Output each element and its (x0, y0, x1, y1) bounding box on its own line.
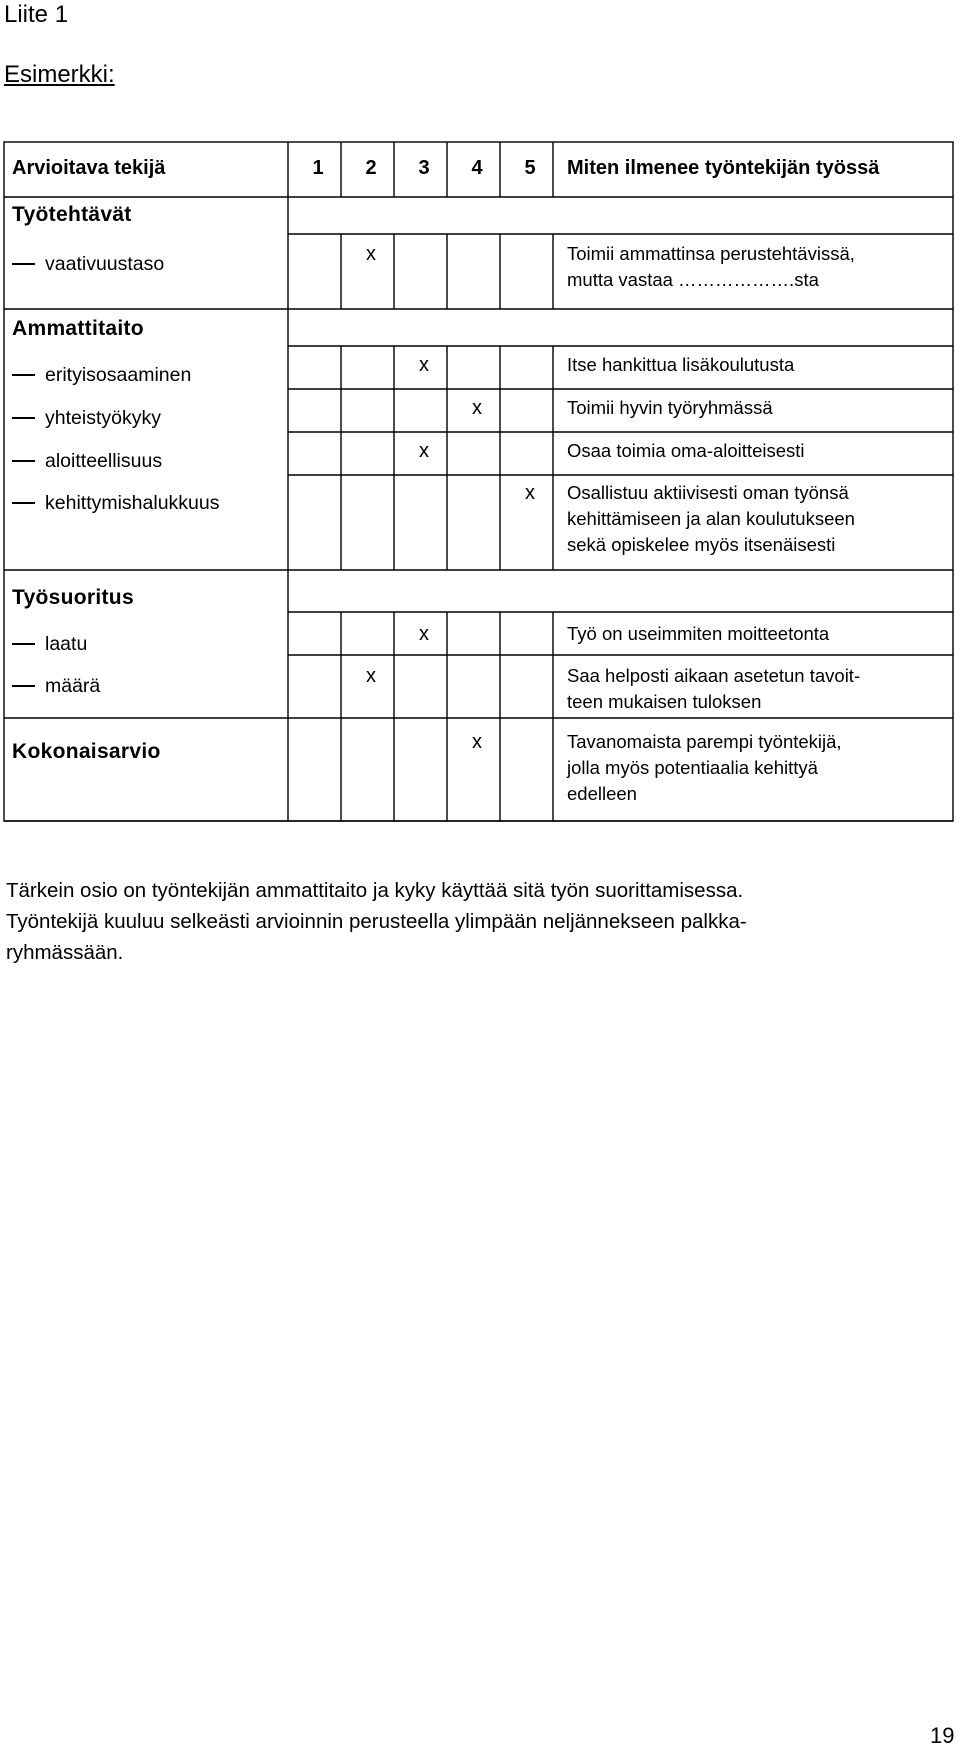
item-description: Itse hankittua lisäkoulutusta (567, 354, 795, 375)
item-description: Tavanomaista parempi työntekijä, jolla myös potentiaalia kehittyä edelleen (567, 731, 842, 804)
item-label: aloitteellisuus (12, 449, 162, 473)
header-factor: Arvioitava tekijä (12, 157, 166, 179)
conclusion-line-1: Tärkein osio on työntekijän ammattitaito ja kyky käyttää sitä työn suorittamisessa. (6, 879, 744, 902)
item-description: Osallistuu aktiivisesti oman työnsä kehittämiseen ja alan koulutukseen sekä opiskelee myös itsenäisesti (567, 482, 855, 555)
header-scale-3: 3 (418, 157, 430, 179)
dash-marker (12, 502, 35, 504)
rating-mark: x (419, 623, 429, 645)
item-label: erityisosaaminen (12, 363, 191, 387)
item-label: kehittymishalukkuus (12, 491, 220, 515)
rating-mark: x (525, 482, 535, 504)
rating-mark: x (366, 665, 376, 687)
section-title-tasks: Työtehtävät (12, 203, 132, 226)
item-description: Toimii ammattinsa perustehtävissä, mutta vastaa ……………….sta (567, 243, 855, 290)
attachment-label: Liite 1 (4, 1, 69, 28)
item-label: laatu (12, 632, 87, 656)
item-label: vaativuustaso (12, 252, 164, 276)
header-scale-4: 4 (471, 157, 483, 179)
section-title-skills: Ammattitaito (12, 317, 144, 340)
header-scale-2: 2 (365, 157, 377, 179)
section-title-performance: Työsuoritus (12, 586, 134, 609)
rating-mark: x (419, 354, 429, 376)
item-description: Työ on useimmiten moitteetonta (567, 623, 830, 644)
rating-mark: x (366, 243, 376, 265)
item-label: määrä (12, 674, 100, 698)
dash-marker (12, 460, 35, 462)
header-scale-5: 5 (524, 157, 536, 179)
conclusion-line-2: Työntekijä kuuluu selkeästi arvioinnin perusteella ylimpään neljännekseen palkka- (6, 910, 747, 933)
dash-marker (12, 685, 35, 687)
item-description: Toimii hyvin työryhmässä (567, 397, 773, 418)
dash-marker (12, 263, 35, 265)
header-scale-1: 1 (312, 157, 324, 179)
section-title-overall: Kokonaisarvio (12, 740, 161, 763)
conclusion-line-3: ryhmässään. (6, 941, 124, 964)
rating-mark: x (419, 440, 429, 462)
header-manifestation: Miten ilmenee työntekijän työssä (567, 157, 880, 179)
dash-marker (12, 643, 35, 645)
page-number: 19 (930, 1723, 955, 1748)
dash-marker (12, 417, 35, 419)
item-label: yhteistyökyky (12, 406, 161, 430)
rating-mark: x (472, 397, 482, 419)
item-description: Saa helposti aikaan asetetun tavoit- teen mukaisen tuloksen (567, 665, 861, 712)
item-description: Osaa toimia oma-aloitteisesti (567, 440, 805, 461)
example-heading: Esimerkki: (4, 61, 115, 88)
dash-marker (12, 374, 35, 376)
rating-mark: x (472, 731, 482, 753)
